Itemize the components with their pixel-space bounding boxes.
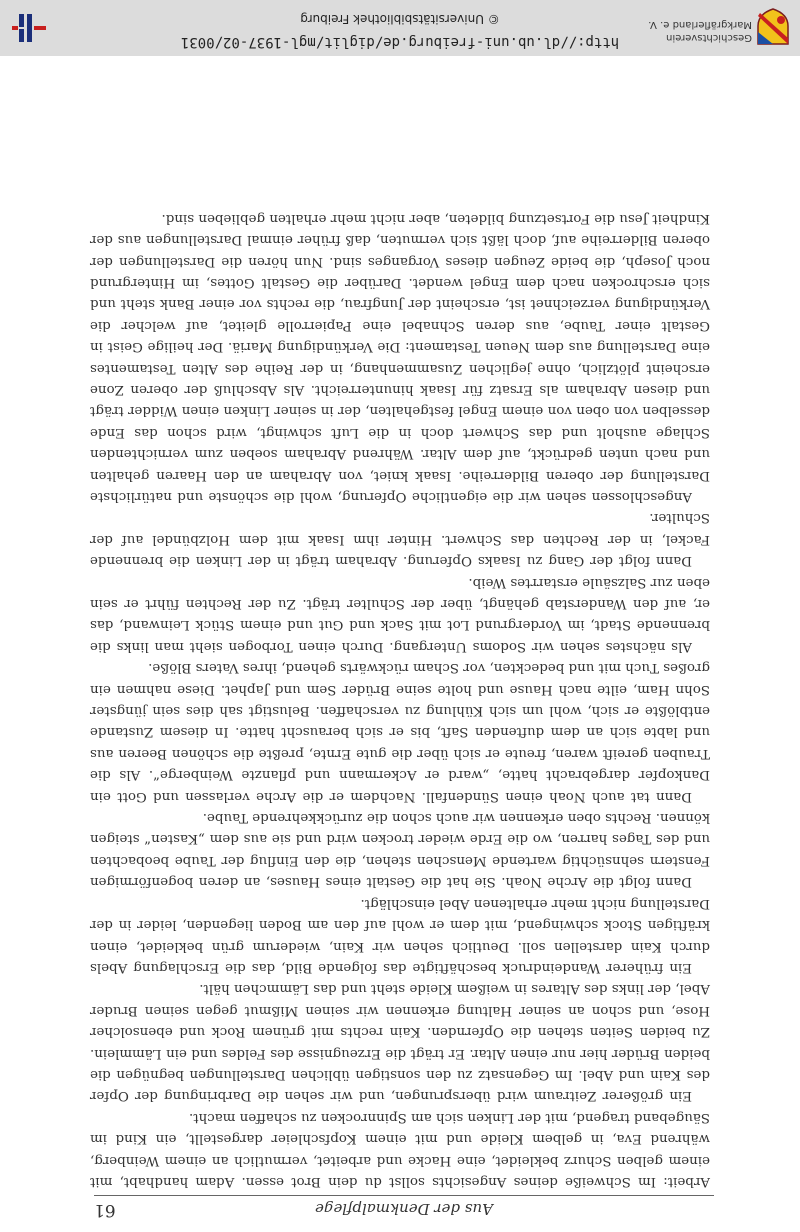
- permalink-url[interactable]: http://dl.ub.uni-freiburg.de/diglit/mgl-1937-02/0031: [180, 34, 620, 50]
- paragraph: Dann folgt der Gang zu Isaaks Opferung. Abraham trägt in der Linken die brennende Fackel, in der Rechten das Schwert. Hinter ihm Isaak mit dem Holzbündel auf der Schulter.: [90, 510, 710, 569]
- ub-freiburg-logo-icon: [12, 12, 46, 44]
- paragraph: Dann folgt die Arche Noah. Sie hat die Gestalt eines Hauses, an deren bogenförmigen Fenstern sehnsüchtig wartende Menschen stehen, die den Einflug der Taube beobachten und des Tages harren, wo die Erde wieder trocken wird und sie aus dem „Kasten“ steigen können. Rechts oben erkennen wir auch schon die zurückkehrende Taube.: [90, 810, 710, 890]
- society-name: Geschichtsverein Markgräflerland e. V.: [648, 19, 752, 43]
- running-title: Aus der Denkmalpflege: [315, 1200, 493, 1218]
- paragraph: Angeschlossen sehen wir die eigentliche Opferung, wohl die schönste und natürlichste Darstellung der oberen Bilderreihe. Isaak kniet, von Abraham an den Haaren gehalten und nach unten gedrückt, auf dem Altar. Während Abraham soeben zum vernichtenden Schlage ausholt und das Schwert doch in die Luft schwingt, wird schon das Ende desselben von oben von einem Engel festgehalten, der in seiner Linken einen Widder trägt und diesen Abraham als Ersatz für Isaak hinunterreicht. Als Abschluß der oberen Zone erscheint plötzlich, ohne jeglichen Zusammenhang, in der Reihe des Alten Testamentes eine Darstellung aus dem Neuen Testament: Die Verkündigung Mariä. Der heilige Geist in Gestalt einer Taube, aus deren Schnabel eine Papierrolle gleitet, auf welcher die Verkündigung verzeichnet ist, erscheint der Jungfrau, die rechts vor einer Bank steht und sich erschrocken nach dem Engel wendet. Darüber die Gestalt Gottes, im Hintergrund noch Joseph, die beide Zeugen dieses Vorganges sind. Nun hören die Darstellungen der oberen Bilderreihe auf, doch läßt sich vermuten, daß früher einmal Darstellungen aus der Kindheit Jesu die Fortsetzung bildeten, aber nicht mehr erhalten geblieben sind.: [90, 210, 710, 504]
- body-text: [90, 207, 710, 1192]
- paragraph: Arbeit: Im Schweiße deines Angesichts sollst du dein Brot essen. Adam handhabt, mit einem gelben Schurz bekleidet, eine Hacke und arbeitet, vermutlich an einem Weinberg, während Eva, in gelbem Kleide und mit einem Kopfschleier dargestellt, ein Kind im Säugeband tragend, mit der Linken sich am Spinnrocken zu schaffen macht.: [90, 1109, 710, 1189]
- copyright-notice: © Universitätsbibliothek Freiburg: [300, 12, 500, 26]
- running-head: [94, 1195, 714, 1220]
- paragraph: Als nächstes sehen wir Sodoms Untergang. Durch einen Torbogen sieht man links die brennende Stadt, im Vordergrund Lot mit Sack und Gut und einem Stück Leinwand, das er, auf den Wanderstab gehängt, über der Schulter trägt. Zu der Rechten führt er sein eben zur Salzsäule erstarrtes Weib.: [90, 574, 710, 654]
- digitization-header: [0, 0, 800, 56]
- page-number: 61: [94, 1200, 116, 1220]
- paragraph: Ein größerer Zeitraum wird übersprungen, und wir sehen die Darbringung der Opfer des Kain und Abel. Im Gegensatz zu den sonstigen üblichen Darstellungen begnügen die beiden Brüder hier nur einen Altar. Er trägt die Erzeugnisse des Feldes und ein Lämmlein. Zu beiden Seiten stehen die Opfernden. Kain rechts mit grünem Rock und ebensolcher Hose, und schon an seiner Haltung erkennen wir seinen Mißmut gegen seinen Bruder Abel, der links des Altares in weißem Kleide steht und das Lämmchen hält.: [90, 981, 710, 1104]
- paragraph: Dann tat auch Noah einen Sündenfall. Nachdem er die Arche verlassen und Gott ein Dankopfer dargebracht hatte, „ward er Ackermann und pflanzte Weinberge“. Als die Trauben gereift waren, freute er sich über die gute Ernte, preßte die schönen Beeren aus und labte sich an dem duftenden Saft, bis er sich berauscht hatte. In diesem Zustande entblößte er sich, wohl um sich Kühlung zu verschaffen. Belustigt sah dies sein jüngster Sohn Ham, eilte nach Hause und holte seine Brüder Sem und Japhet. Diese nahmen ein großes Tuch mit und bedeckten, vor Scham rückwärts gehend, ihres Vaters Blöße.: [90, 660, 710, 804]
- paragraph: Ein früherer Wandeindruck beschäftigte das folgende Bild, das die Erschlagung Abels durch Kain darstellen soll. Deutlich sehen wir Kain, wiederum grün bekleidet, einen kräftigen Stock schwingend, mit dem er wohl auf den am Boden liegenden, leider in der Darstellung nicht mehr erhaltenen Abel einschlägt.: [90, 895, 710, 975]
